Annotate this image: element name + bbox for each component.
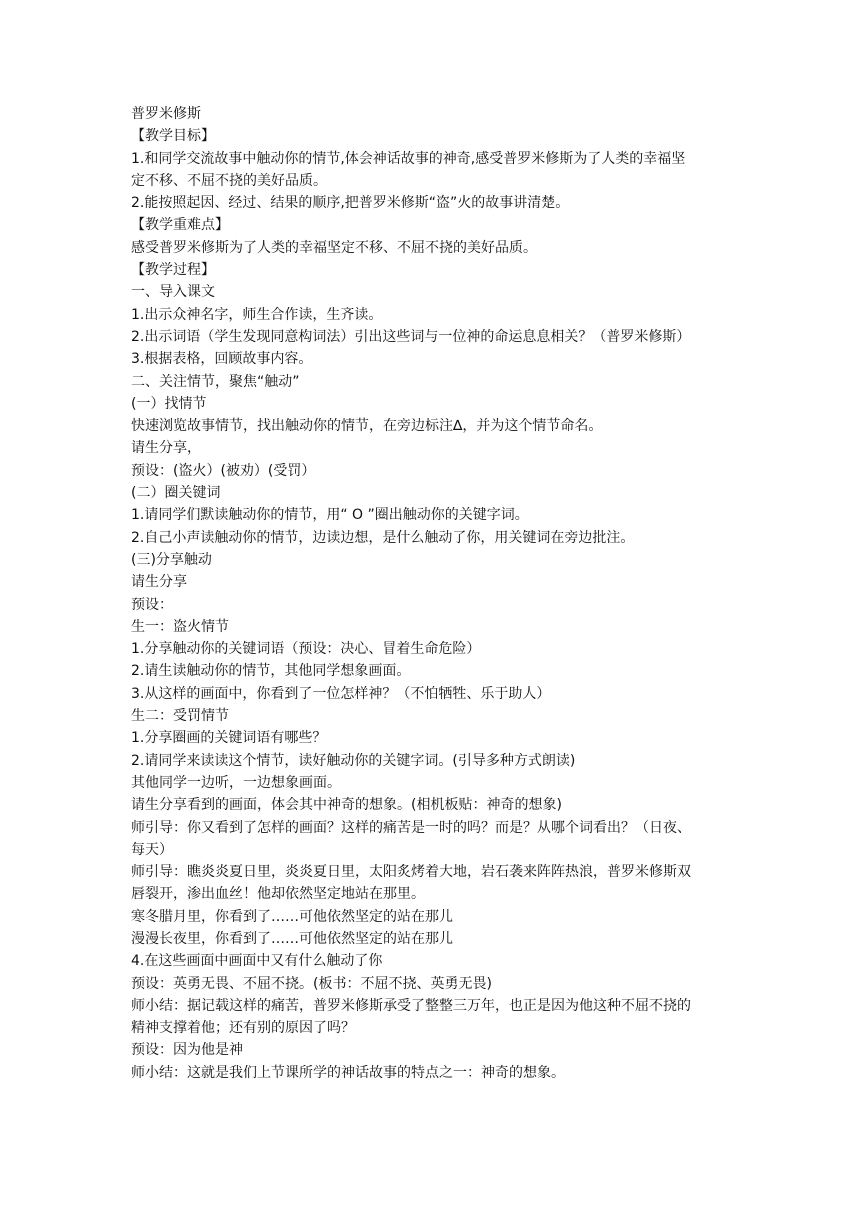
subheading: (二）圈关键词 [131,485,221,502]
text-line: 1.出示众神名字，师生合作读，生齐读。 [131,306,383,323]
text-line: 定不移、不屈不挠的美好品质。 [131,172,327,189]
text-line: 唇裂开，渗出血丝！他却依然坚定地站在那里。 [131,886,425,903]
text-line: 请生分享， [131,440,201,457]
document-body [131,103,731,1084]
text-line: 师小结：据记载这样的痛苦，普罗米修斯承受了整整三万年，也正是因为他这种不屈不挠的 [131,997,691,1014]
text-line: 2.请同学来读读这个情节，读好触动你的关键字词。(引导多种方式朗读) [131,752,576,769]
subheading: (三)分享触动 [131,551,212,568]
text-line: 2.能按照起因、经过、结果的顺序,把普罗米修斯“盗”火的故事讲清楚。 [131,195,570,212]
section-heading-key-points: 【教学重难点】 [131,217,229,234]
text-line: 师引导：你又看到了怎样的画面？这样的痛苦是一时的吗？而是？从哪个词看出？（日夜、 [131,819,691,836]
text-line: 2.自己小声读触动你的情节，边读边想，是什么触动了你，用关键词在旁边批注。 [131,529,635,546]
text-line: 1.请同学们默读触动你的情节，用“ O ”圈出触动你的关键字词。 [131,507,529,524]
text-line: 师小结：这就是我们上节课所学的神话故事的特点之一：神奇的想象。 [131,1064,565,1081]
text-line: 1.和同学交流故事中触动你的情节,体会神话故事的神奇,感受普罗米修斯为了人类的幸福坚 [131,150,686,167]
text-line: 生一：盗火情节 [131,618,229,635]
text-line: 4.在这些画面中画面中又有什么触动了你 [131,953,383,970]
text-line: 预设：英勇无畏、不屈不挠。(板书：不屈不挠、英勇无畏) [131,975,492,992]
text-line: 2.请生读触动你的情节，其他同学想象画面。 [131,663,411,680]
text-line: 预设：(盗火）(被劝）(受罚） [131,462,316,479]
text-line: 1.分享触动你的关键词语（预设：决心、冒着生命危险） [131,641,481,658]
text-line: 预设： [131,596,173,613]
text-line: 生二：受罚情节 [131,708,229,725]
text-line: 感受普罗米修斯为了人类的幸福坚定不移、不屈不挠的美好品质。 [131,239,537,256]
text-line: 精神支撑着他；还有别的原因了吗？ [131,1020,355,1037]
section-heading-objectives: 【教学目标】 [131,128,215,145]
subheading: (一）找情节 [131,395,207,412]
text-line: 快速浏览故事情节，找出触动你的情节，在旁边标注∆，并为这个情节命名。 [131,418,603,435]
subheading: 二、关注情节，聚焦“触动” [131,373,300,390]
text-line: 请生分享 [131,574,187,591]
text-line: 其他同学一边听，一边想象画面。 [131,774,341,791]
subheading: 一、导入课文 [131,284,215,301]
text-line: 每天） [131,841,173,858]
section-heading-process: 【教学过程】 [131,262,215,279]
text-line: 2.出示词语（学生发现同意构词法）引出这些词与一位神的命运息息相关？（普罗米修斯） [131,328,691,345]
text-line: 3.根据表格，回顾故事内容。 [131,351,313,368]
text-line: 师引导：瞧炎炎夏日里，炎炎夏日里，太阳炙烤着大地，岩石袭来阵阵热浪，普罗米修斯双 [131,864,691,881]
text-line: 1.分享圈画的关键词语有哪些？ [131,730,327,747]
text-line: 寒冬腊月里，你看到了……可他依然坚定的站在那儿 [131,908,453,925]
text-line: 3.从这样的画面中，你看到了一位怎样神？（不怕牺牲、乐于助人） [131,685,551,702]
text-line: 预设：因为他是神 [131,1042,243,1059]
text-line: 请生分享看到的画面，体会其中神奇的想象。(相机板贴：神奇的想象) [131,797,562,814]
text-line: 漫漫长夜里，你看到了……可他依然坚定的站在那儿 [131,930,453,947]
document-title: 普罗米修斯 [131,106,201,122]
